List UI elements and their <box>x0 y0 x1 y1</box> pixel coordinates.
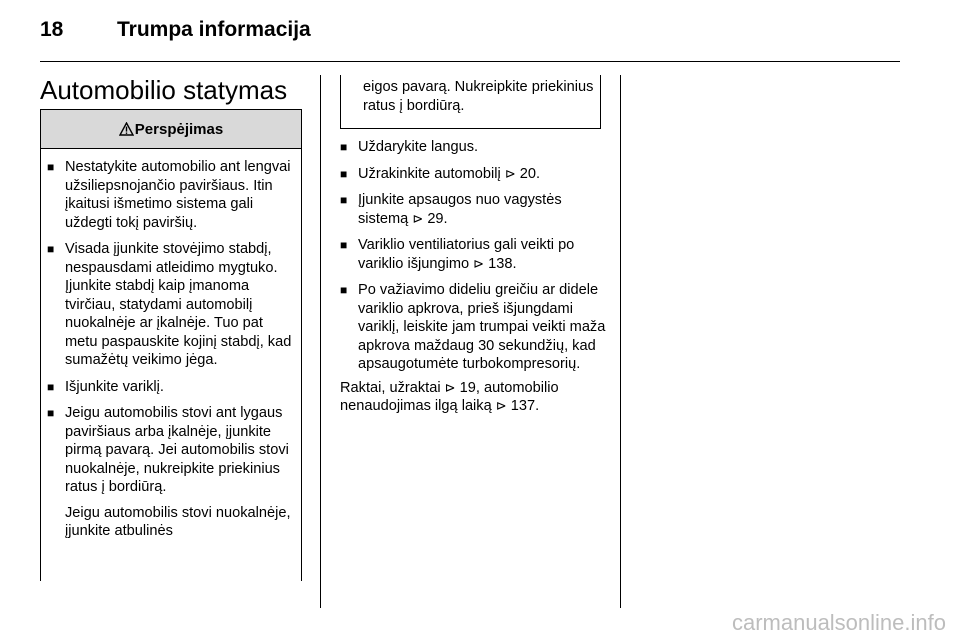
page-ref[interactable]: 19 <box>459 379 476 396</box>
page-ref-arrow-icon: ⊳ <box>495 398 507 413</box>
list-item: ■ Uždarykite langus. <box>340 139 479 155</box>
page-ref-arrow-icon: ⊳ <box>412 210 424 226</box>
warning-body <box>41 149 301 541</box>
page-ref[interactable]: 137. <box>510 398 540 414</box>
page-ref[interactable]: 29. <box>427 210 448 227</box>
list-item: ■ Variklio ventiliatorius gali veikti po variklio išjungimo ⊳ 138. <box>340 237 575 272</box>
bullet-icon: ■ <box>340 140 348 154</box>
list-item: ■ Išjunkite variklį. <box>47 378 164 395</box>
page-ref-arrow-icon: ⊳ <box>473 255 485 271</box>
steps-list <box>340 138 610 374</box>
page-ref-arrow-icon: ⊳ <box>444 379 456 395</box>
header-rule <box>40 61 900 62</box>
related-references: Raktai, užraktai ⊳ 19, automobilio nenaudojimas ilgą laiką ⊳ 137. <box>340 379 559 414</box>
warning-continued-text: eigos pavarą. Nukreipkite priekinius ratus į bordiūrą. <box>363 79 594 114</box>
warning-box-continued <box>340 75 601 129</box>
parking-steps <box>340 138 610 416</box>
bullet-icon: ■ <box>47 406 55 420</box>
bullet-icon: ■ <box>340 166 348 181</box>
warning-continuation: Jeigu automobilis stovi nuokalnėje, įjunkite atbulinės <box>65 504 291 539</box>
bullet-icon: ■ <box>340 283 348 297</box>
bullet-icon: ■ <box>47 379 55 394</box>
page-number: 18 <box>40 18 64 41</box>
bullet-icon: ■ <box>340 238 348 252</box>
warning-triangle-icon <box>119 121 134 138</box>
bullet-icon: ■ <box>47 242 55 256</box>
list-item: ■ Nestatykite automobilio ant lengvai užsiliepsnojančio paviršiaus. Itin įkaitusi išmetimo sistema gali uždegti tokį paviršių. <box>47 159 291 231</box>
warning-header <box>41 110 301 149</box>
watermark: carmanualsonline.info <box>731 610 946 635</box>
list-item: ■ Jeigu automobilis stovi ant lygaus paviršiaus arba įkalnėje, įjunkite pirmą pavarą. Jei automobilis stovi nuokalnėje, nukreipkite priekinius ratus į bordiūrą. <box>47 405 289 495</box>
column-divider-2 <box>620 75 621 608</box>
warning-list <box>47 158 295 497</box>
bullet-icon: ■ <box>340 193 348 207</box>
list-item: ■ Po važiavimo dideliu greičiu ar didele variklio apkrova, prieš išjungdami variklį, leiskite jam trumpai veikti maža apkrova maždaug 30 sekundžių, kad apsaugotumėte turbokompresorių. <box>340 282 606 372</box>
page-ref[interactable]: 20. <box>519 165 541 182</box>
warning-box <box>40 109 302 581</box>
list-item: ■ Įjunkite apsaugos nuo vagystės sistemą ⊳ 29. <box>340 192 562 227</box>
running-title: Trumpa informacija <box>117 18 311 41</box>
warning-title: Perspėjimas <box>134 120 224 138</box>
section-title: Automobilio statymas <box>40 75 288 105</box>
page-ref-arrow-icon: ⊳ <box>504 165 516 181</box>
bullet-icon: ■ <box>47 160 55 174</box>
list-item: ■ Visada įjunkite stovėjimo stabdį, nespausdami atleidimo mygtuko. Įjunkite stabdį kaip įmanoma tvirčiau, statydami automobilį nuokalnėje ar įkalnėje. Tuo pat metu paspauskite kojinį stabdį, kad sumažėtų veikimo jėga. <box>47 241 292 368</box>
list-item: ■ Užrakinkite automobilį ⊳ 20. <box>340 165 541 182</box>
page-ref[interactable]: 138. <box>488 255 517 272</box>
column-divider-1 <box>320 75 321 608</box>
